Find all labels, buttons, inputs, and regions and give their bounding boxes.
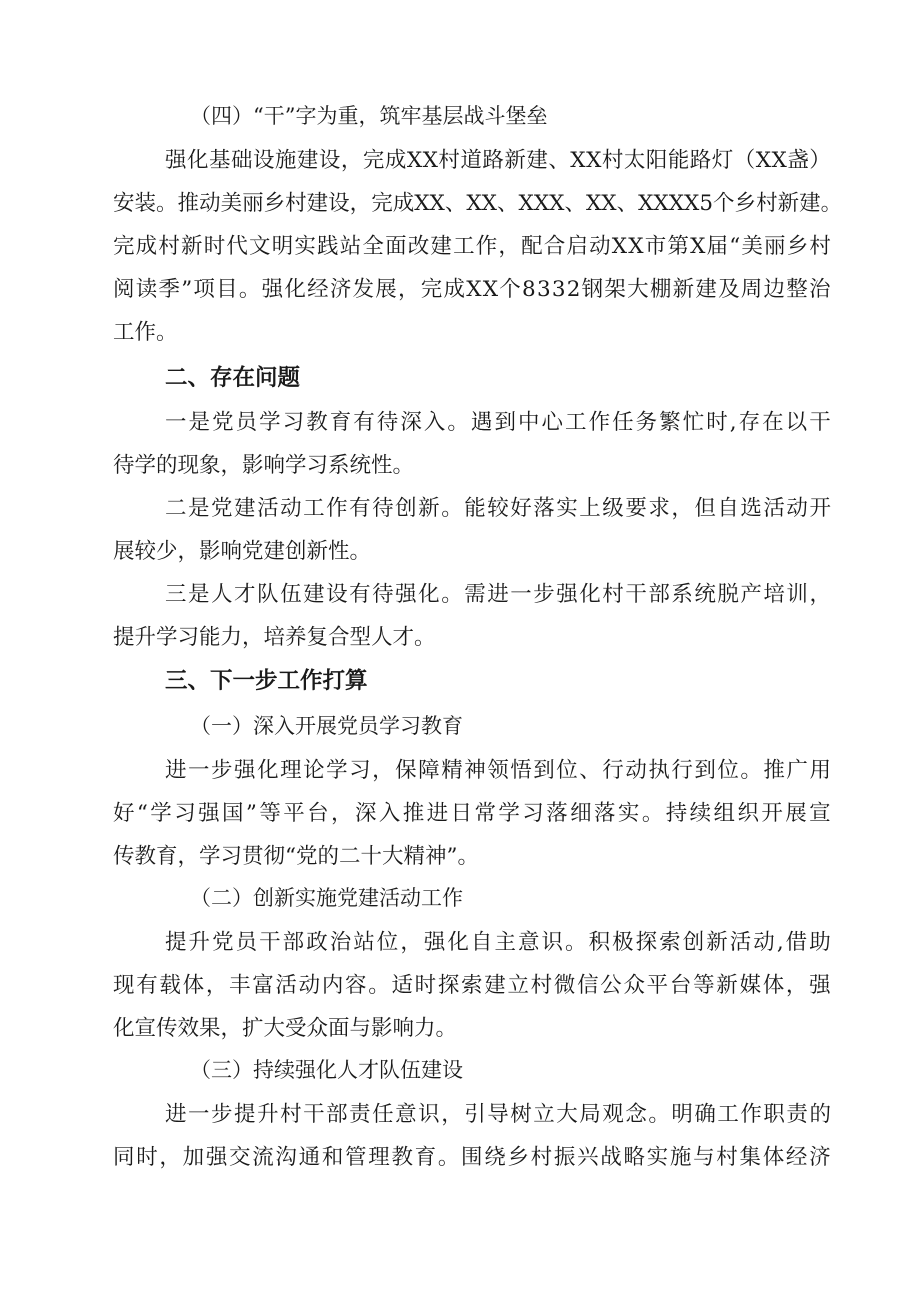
plan-3-subheading: （三）持续强化人才队伍建设 (190, 1058, 463, 1082)
paragraph-line: 一 是 党 员 学 习 教 育 有 待 深 入 。 遇 到 中 心 工 作 任 务 繁 忙 时 , 存 在 以 干 (165, 410, 831, 435)
paragraph-line: 完 成 村 新 时 代 文 明 实 践 站 全 面 改 建 工 作 ， 配 合 启 动 X X 市 第 X 届 “ 美 丽 乡 村 (113, 234, 831, 259)
paragraph-line: 展较少，影响党建创新性。 (113, 539, 372, 564)
paragraph-line: 工作。 (113, 320, 178, 345)
paragraph-line: 提升学习能力，培养复合型人才。 (113, 625, 436, 650)
plan-2-subheading: （二）创新实施党建活动工作 (190, 886, 463, 910)
paragraph-line: 同 时 ， 加 强 交 流 沟 通 和 管 理 教 育 。 围 绕 乡 村 振 兴 战 略 实 施 与 村 集 体 经 济 (113, 1145, 831, 1170)
paragraph-line: 进 一 步 强 化 理 论 学 习 ， 保 障 精 神 领 悟 到 位 、 行 动 执 行 到 位 。 推 广 用 (165, 758, 831, 783)
paragraph-line: 待学的现象，影响学习系统性。 (113, 453, 415, 478)
paragraph-line: 二 是 党 建 活 动 工 作 有 待 创 新 。 能 较 好 落 实 上 级 要 求 ， 但 自 选 活 动 开 (165, 496, 831, 521)
paragraph-line: 进 一 步 提 升 村 干 部 责 任 意 识 ， 引 导 树 立 大 局 观 念 。 明 确 工 作 职 责 的 (165, 1102, 831, 1127)
section-heading-problems: 二、存在问题 (165, 365, 301, 391)
paragraph-line: 化宣传效果，扩大受众面与影响力。 (113, 1016, 458, 1041)
paragraph-line: 强 化 基 础 设 施 建 设 ， 完 成 X X 村 道 路 新 建 、 X X 村 太 阳 能 路 灯 （ X X 盏 ） (165, 148, 831, 173)
paragraph-line: 好 “ 学 习 强 国 ” 等 平 台 ， 深 入 推 进 日 常 学 习 落 细 落 实 。 持 续 组 织 开 展 宣 (113, 801, 831, 826)
section-heading-next-steps: 三、下一步工作打算 (165, 668, 368, 694)
paragraph-line: 现 有 载 体 ， 丰 富 活 动 内 容 。 适 时 探 索 建 立 村 微 信 公 众 平 台 等 新 媒 体 ， 强 (113, 973, 831, 998)
plan-1-subheading: （一）深入开展党员学习教育 (190, 714, 463, 738)
paragraph-line: 三 是 人 才 队 伍 建 设 有 待 强 化 。 需 进 一 步 强 化 村 干 部 系 统 脱 产 培 训 ， (165, 582, 831, 607)
paragraph-line: 传教育，学习贯彻“党的二十大精神”。 (113, 844, 479, 869)
paragraph-line: 阅 读 季 ” 项 目 。 强 化 经 济 发 展 ， 完 成 X X 个 8 3 3 2 钢 架 大 棚 新 建 及 周 边 整 治 (113, 277, 831, 302)
section-4-subheading: （四）“干”字为重，筑牢基层战斗堡垒 (190, 104, 548, 128)
paragraph-line: 安 装 。 推 动 美 丽 乡 村 建 设 ， 完 成 X X 、 X X 、 X X X 、 X X 、 X X X X 5 个 乡 村 新 建 。 (113, 191, 843, 216)
paragraph-line: 提 升 党 员 干 部 政 治 站 位 ， 强 化 自 主 意 识 。 积 极 探 索 创 新 活 动 , 借 助 (165, 930, 831, 955)
